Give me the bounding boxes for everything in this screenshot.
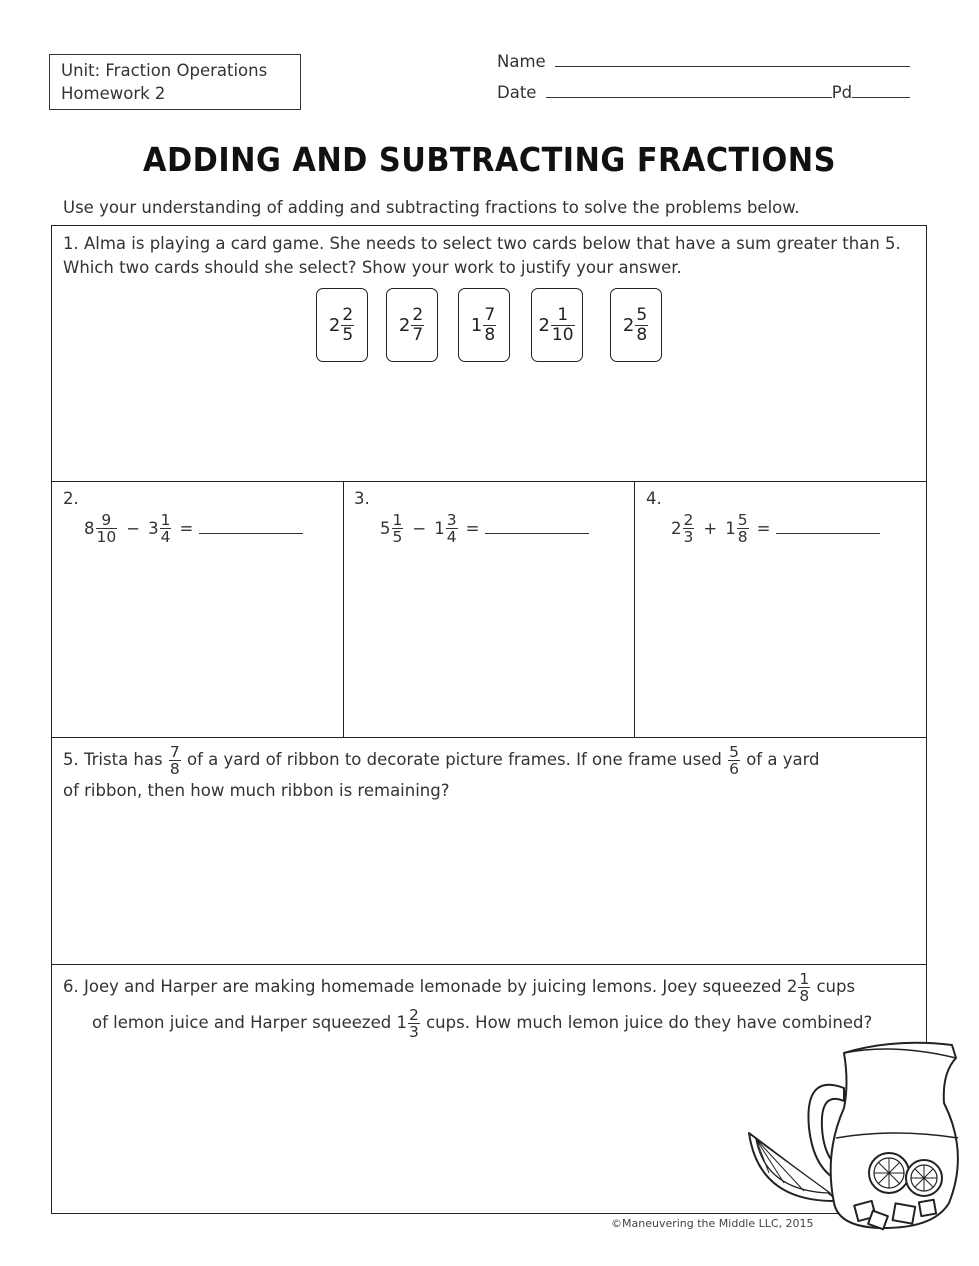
date-blank[interactable]	[546, 83, 832, 98]
date-field[interactable]	[497, 83, 910, 102]
equals-sign: =	[756, 519, 771, 538]
column-divider	[343, 481, 344, 737]
denominator: 4	[160, 528, 171, 546]
denominator: 4	[446, 528, 457, 546]
fraction	[169, 744, 181, 777]
card-numerator: 1	[557, 304, 569, 325]
card-fraction	[411, 306, 424, 345]
numerator: 7	[169, 743, 180, 761]
fraction	[408, 1007, 420, 1040]
plus-sign: +	[703, 519, 718, 538]
date-label: Date	[497, 83, 537, 102]
page-title: ADDING AND SUBTRACTING FRACTIONS	[143, 140, 836, 179]
card-fraction	[483, 306, 496, 345]
name-blank[interactable]	[555, 52, 910, 67]
whole-number: 8	[84, 519, 95, 538]
card-numerator: 5	[636, 304, 648, 325]
question-5-text: of a yard	[746, 750, 820, 769]
denominator: 5	[392, 528, 403, 546]
card-whole: 2	[398, 314, 411, 336]
question-5-text: of a yard of ribbon to decorate picture frames. If one frame used	[186, 750, 722, 769]
whole-number: 1	[434, 519, 445, 538]
question-6-text: cups	[816, 977, 856, 996]
question-6-text: of lemon juice and Harper squeezed	[92, 1013, 392, 1032]
fraction-card[interactable]	[386, 288, 438, 362]
pd-label: Pd	[831, 83, 853, 102]
question-6-line-1	[63, 971, 855, 1004]
fraction	[683, 512, 695, 545]
denominator: 6	[729, 760, 739, 778]
denominator: 8	[799, 987, 810, 1005]
answer-blank[interactable]	[776, 523, 880, 534]
copyright: ©Maneuvering the Middle LLC, 2015	[611, 1217, 814, 1230]
fraction	[160, 512, 172, 545]
fraction	[96, 512, 118, 545]
denominator: 10	[96, 528, 117, 546]
denominator: 3	[683, 528, 694, 546]
numerator: 9	[101, 511, 112, 529]
question-5-line-2: of ribbon, then how much ribbon is remaining?	[63, 781, 450, 800]
whole-number: 1	[725, 519, 736, 538]
question-4-equation	[671, 512, 880, 545]
numerator: 5	[729, 743, 739, 761]
name-label: Name	[497, 52, 546, 71]
fraction-card[interactable]	[610, 288, 662, 362]
question-5-text: 5. Trista has	[63, 750, 163, 769]
question-6-text: 6. Joey and Harper are making homemade lemonade by juicing lemons. Joey squeezed	[63, 977, 782, 996]
whole-number: 5	[380, 519, 391, 538]
question-2-number: 2.	[63, 489, 79, 508]
fraction	[392, 512, 404, 545]
row-divider	[52, 737, 926, 738]
fraction	[737, 512, 749, 545]
card-denominator: 7	[412, 324, 424, 345]
card-denominator: 10	[551, 324, 574, 345]
numerator: 3	[446, 511, 457, 529]
card-denominator: 8	[484, 324, 496, 345]
fraction	[728, 744, 740, 777]
row-divider	[52, 481, 926, 482]
question-4-number: 4.	[646, 489, 662, 508]
question-5-line-1	[63, 744, 913, 777]
whole-number: 2	[786, 977, 798, 996]
row-divider	[52, 964, 926, 965]
numerator: 2	[408, 1006, 419, 1024]
minus-sign: −	[412, 519, 427, 538]
card-fraction	[551, 306, 575, 345]
question-6-text: cups. How much lemon juice do they have combined?	[426, 1013, 873, 1032]
name-field[interactable]	[497, 52, 910, 71]
numerator: 2	[683, 511, 694, 529]
numerator: 1	[160, 511, 171, 529]
card-numerator: 2	[412, 304, 424, 325]
minus-sign: −	[126, 519, 141, 538]
whole-number: 2	[671, 519, 682, 538]
numerator: 1	[799, 970, 810, 988]
column-divider	[634, 481, 635, 737]
equals-sign: =	[465, 519, 480, 538]
card-numerator: 7	[484, 304, 496, 325]
whole-number: 3	[148, 519, 159, 538]
unit-label: Unit: Fraction Operations	[61, 61, 268, 80]
denominator: 3	[408, 1023, 419, 1041]
denominator: 8	[737, 528, 748, 546]
unit-box	[49, 54, 301, 110]
fraction-card[interactable]	[458, 288, 510, 362]
card-fraction	[635, 306, 648, 345]
fraction	[798, 971, 810, 1004]
card-denominator: 5	[342, 324, 354, 345]
question-3-number: 3.	[354, 489, 370, 508]
card-whole: 2	[538, 314, 550, 336]
card-fraction	[341, 306, 354, 345]
card-numerator: 2	[342, 304, 354, 325]
question-1-text: 1. Alma is playing a card game. She needs to select two cards below that have a sum greater than 5. Which two cards should she select? Show your work to justify your answer.	[63, 234, 901, 277]
pd-blank[interactable]	[852, 83, 910, 98]
question-2-equation	[84, 512, 303, 545]
numerator: 5	[737, 511, 748, 529]
lemonade-pitcher-icon	[744, 1033, 969, 1233]
instructions: Use your understanding of adding and subtracting fractions to solve the problems below.	[63, 198, 800, 217]
answer-blank[interactable]	[485, 523, 589, 534]
card-whole: 1	[470, 314, 483, 336]
equals-sign: =	[179, 519, 194, 538]
fraction-card[interactable]	[316, 288, 368, 362]
fraction-card[interactable]	[531, 288, 583, 362]
card-whole: 2	[622, 314, 635, 336]
fraction	[446, 512, 458, 545]
whole-number: 1	[396, 1013, 407, 1032]
denominator: 8	[169, 760, 180, 778]
homework-label: Homework 2	[61, 84, 166, 103]
answer-blank[interactable]	[199, 523, 303, 534]
card-denominator: 8	[636, 324, 648, 345]
question-3-equation	[380, 512, 589, 545]
card-whole: 2	[328, 314, 341, 336]
numerator: 1	[392, 511, 403, 529]
